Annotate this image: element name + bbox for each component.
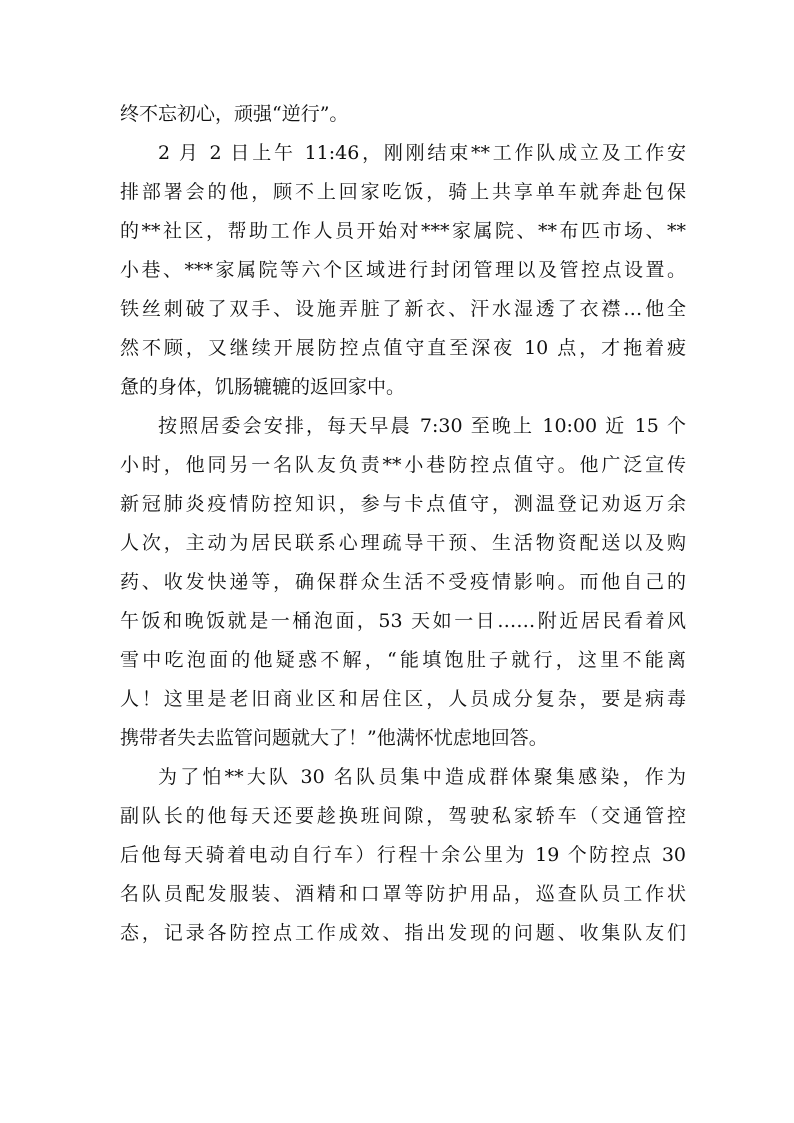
text-line: 小时，他同另一名队友负责**小巷防控点值守。他广泛宣传 [120,454,686,476]
text-line: 雪中吃泡面的他疑惑不解，“能填饱肚子就行，这里不能离 [120,649,686,671]
text-line: 铁丝刺破了双手、设施弄脏了新衣、汗水湿透了衣襟…他全 [120,298,686,320]
text-line: 新冠肺炎疫情防控知识，参与卡点值守，测温登记劝返万余 [120,493,686,515]
text-line: 人！这里是老旧商业区和居住区，人员成分复杂，要是病毒 [120,688,686,710]
paragraph-first-line: 按照居委会安排，每天早晨 7:30 至晚上 10:00 近 15 个 [158,415,686,437]
text-line: 名队员配发服装、酒精和口罩等防护用品，巡查队员工作状 [120,883,686,905]
text-line: 人次，主动为居民联系心理疏导干预、生活物资配送以及购 [120,532,686,554]
text-line: 副队长的他每天还要趁换班间隙，驾驶私家轿车（交通管控 [120,805,686,827]
text-line: 然不顾，又继续开展防控点值守直至深夜 10 点，才拖着疲 [120,337,686,359]
paragraph-first-line: 2 月 2 日上午 11:46，刚刚结束**工作队成立及工作安 [158,142,686,164]
text-line: 后他每天骑着电动自行车）行程十余公里为 19 个防控点 30 [120,844,686,866]
text-line: 终不忘初心，顽强“逆行”。 [120,103,349,125]
text-line: 惫的身体，饥肠辘辘的返回家中。 [120,376,406,398]
text-line: 药、收发快递等，确保群众生活不受疫情影响。而他自己的 [120,571,686,593]
paragraph-first-line: 为了怕**大队 30 名队员集中造成群体聚集感染，作为 [158,766,686,788]
text-line: 排部署会的他，顾不上回家吃饭，骑上共享单车就奔赴包保 [120,181,686,203]
document-body [120,95,686,953]
text-line: 携带者失去监管问题就大了！”他满怀忧虑地回答。 [120,727,548,749]
text-line: 小巷、***家属院等六个区域进行封闭管理以及管控点设置。 [120,259,686,281]
text-line: 态，记录各防控点工作成效、指出发现的问题、收集队友们 [120,922,686,944]
text-line: 午饭和晚饭就是一桶泡面，53 天如一日……附近居民看着风 [120,610,686,632]
text-line: 的**社区，帮助工作人员开始对***家属院、**布匹市场、** [120,220,686,242]
